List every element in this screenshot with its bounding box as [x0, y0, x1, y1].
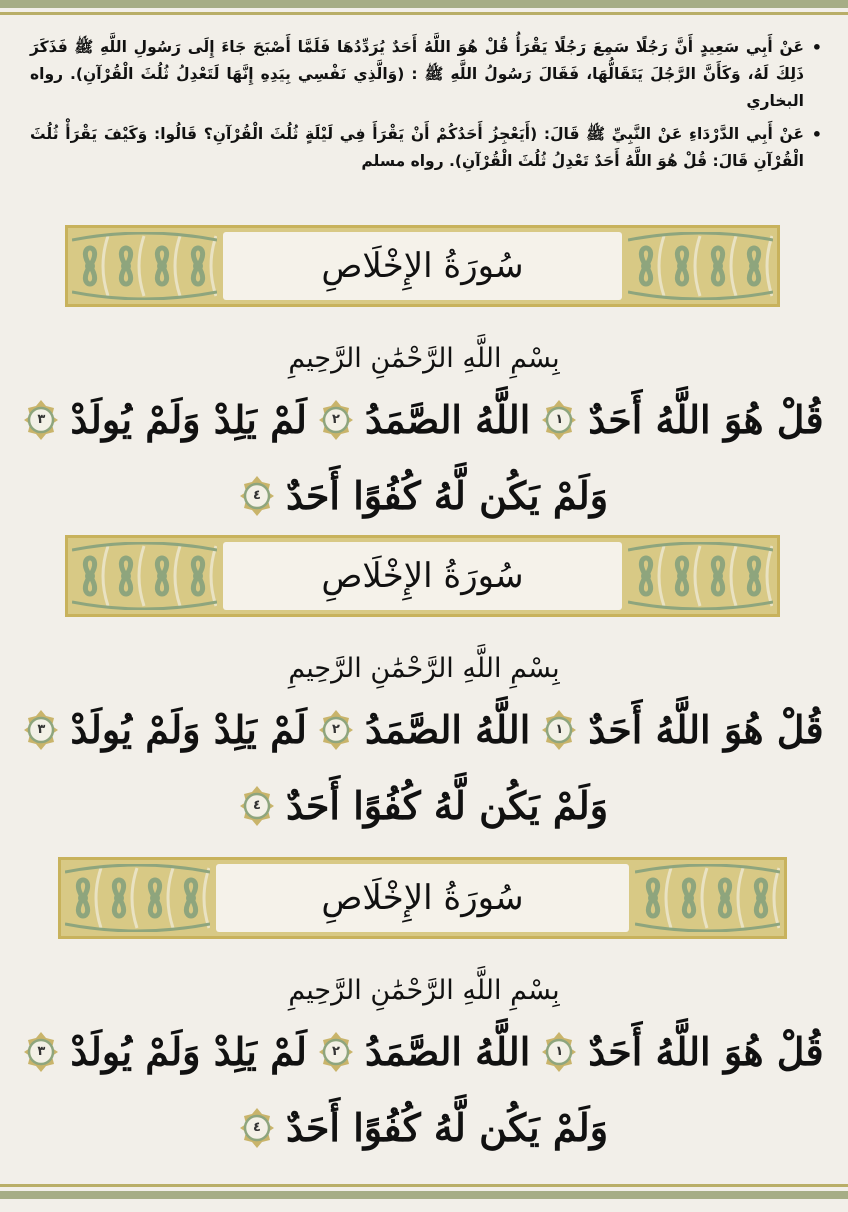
verse-line	[0, 783, 848, 828]
verse-text: وَلَمْ يَكُن لَّهُ كُفُوًا أَحَدٌ	[285, 1105, 609, 1150]
verse-text: اللَّهُ الصَّمَدُ	[364, 397, 531, 442]
ayah-number-marker: ٢	[319, 710, 353, 750]
verse-text: اللَّهُ الصَّمَدُ	[364, 707, 531, 752]
hadith-1: • عَنْ أَبِي سَعِيدٍ أَنَّ رَجُلًا سَمِعَ رَجُلًا يَقْرَأُ قُلْ هُوَ اللَّهُ أَحَدٌ يُرَدِّدُهَا فَلَمَّا أَصْبَحَ جَاءَ إِلَى رَسُولِ اللَّهِ ﷺ فَذَكَرَ ذَلِكَ لَهُ، وَكَأَنَّ الرَّجُلَ يَتَقَالُّهَا، فَقَالَ رَسُولُ اللَّهِ ﷺ : (وَالَّذِي نَفْسِي بِيَدِهِ إِنَّهَا لَتَعْدِلُ ثُلُثَ الْقُرْآنِ). رواه البخاري	[30, 34, 822, 115]
ayah-number-marker: ٣	[24, 400, 58, 440]
surah-section	[0, 225, 848, 580]
surah-title: سُورَةُ الإِخْلَاصِ	[321, 556, 524, 596]
ornament-right	[635, 864, 780, 932]
ayah-number-marker: ١	[542, 400, 576, 440]
ayah-number-marker: ٣	[24, 710, 58, 750]
surah-section	[0, 857, 848, 1212]
hadith-list	[30, 34, 822, 175]
bottom-border	[0, 1181, 848, 1199]
verse-text: لَمْ يَلِدْ وَلَمْ يُولَدْ	[70, 707, 307, 752]
surah-title-banner	[65, 225, 780, 307]
top-border	[0, 0, 848, 18]
verse-text: وَلَمْ يَكُن لَّهُ كُفُوًا أَحَدٌ	[285, 473, 609, 518]
verse-text: لَمْ يَلِدْ وَلَمْ يُولَدْ	[70, 397, 307, 442]
ornament-right	[628, 542, 773, 610]
ayah-number-marker: ٤	[240, 786, 274, 826]
ornament-left	[65, 864, 210, 932]
hadith-2: • عَنْ أَبِي الدَّرْدَاءِ عَنْ النَّبِيِّ ﷺ قَالَ: (أَيَعْجِزُ أَحَدُكُمْ أَنْ يَقْرَأَ فِي لَيْلَةٍ ثُلُثَ الْقُرْآنِ؟ قَالُوا: وَكَيْفَ يَقْرَأْ ثُلُثَ الْقُرْآنِ قَالَ: قُلْ هُوَ اللَّهُ أَحَدٌ تَعْدِلُ ثُلُثَ الْقُرْآنِ). رواه مسلم	[30, 121, 822, 175]
verse-line	[0, 1105, 848, 1150]
verse-line	[0, 473, 848, 518]
surah-title-banner	[65, 535, 780, 617]
verse-text: وَلَمْ يَكُن لَّهُ كُفُوًا أَحَدٌ	[285, 783, 609, 828]
surah-title-banner	[58, 857, 787, 939]
ayah-number-marker: ٤	[240, 476, 274, 516]
verse-text: قُلْ هُوَ اللَّهُ أَحَدٌ	[588, 707, 824, 752]
ayah-number-marker: ٢	[319, 400, 353, 440]
ayah-number-marker: ١	[542, 1032, 576, 1072]
verse-text: قُلْ هُوَ اللَّهُ أَحَدٌ	[588, 1029, 824, 1074]
verse-text: قُلْ هُوَ اللَّهُ أَحَدٌ	[588, 397, 824, 442]
verse-line	[0, 1029, 848, 1074]
verse-text: لَمْ يَلِدْ وَلَمْ يُولَدْ	[70, 1029, 307, 1074]
ornament-left	[72, 232, 217, 300]
surah-title: سُورَةُ الإِخْلَاصِ	[321, 878, 524, 918]
ayah-number-marker: ٣	[24, 1032, 58, 1072]
verse-line	[0, 397, 848, 442]
ornament-left	[72, 542, 217, 610]
ayah-number-marker: ٢	[319, 1032, 353, 1072]
basmala: بِسْمِ اللَّهِ الرَّحْمَٰنِ الرَّحِيمِ	[288, 975, 560, 1006]
ornament-right	[628, 232, 773, 300]
basmala: بِسْمِ اللَّهِ الرَّحْمَٰنِ الرَّحِيمِ	[288, 343, 560, 374]
basmala: بِسْمِ اللَّهِ الرَّحْمَٰنِ الرَّحِيمِ	[288, 653, 560, 684]
ayah-number-marker: ٤	[240, 1108, 274, 1148]
verse-text: اللَّهُ الصَّمَدُ	[364, 1029, 531, 1074]
surah-title: سُورَةُ الإِخْلَاصِ	[321, 246, 524, 286]
surah-section	[0, 535, 848, 890]
ayah-number-marker: ١	[542, 710, 576, 750]
verse-line	[0, 707, 848, 752]
